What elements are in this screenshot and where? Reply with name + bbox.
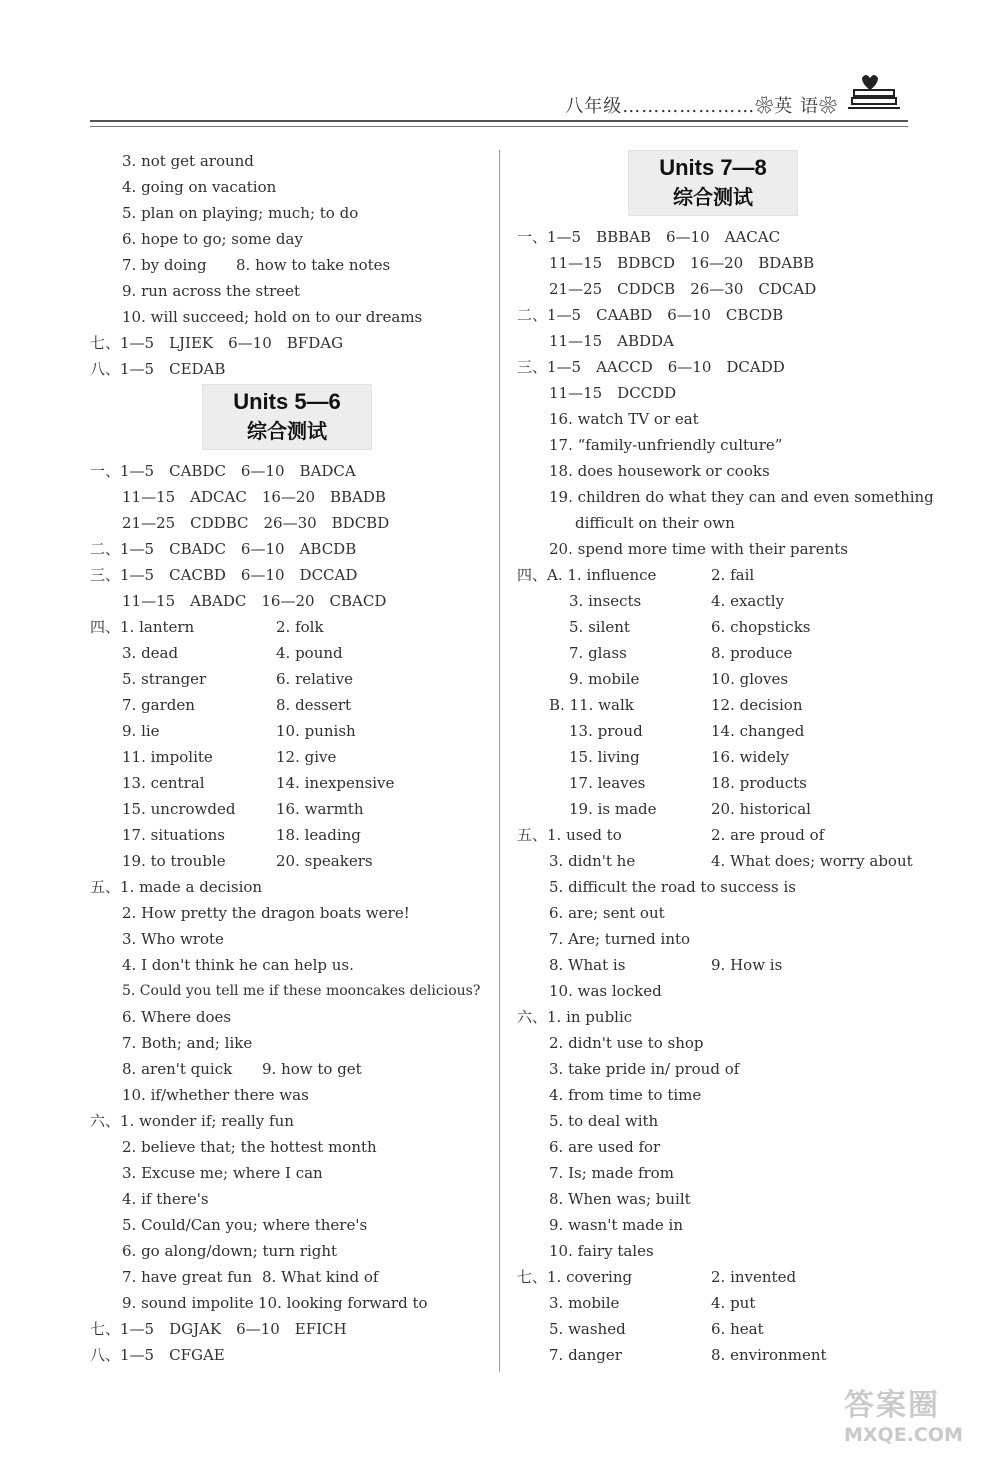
section-5-line: 2. How pretty the dragon boats were! [122,904,410,922]
left-column [90,148,490,1368]
section-6-line: 六、1. in public [517,1008,633,1026]
section-4-row: 3. dead 4. pound [122,644,343,662]
watermark [844,1380,994,1460]
section-6-line: 7. have great fun 8. What kind of [122,1268,379,1286]
section-2-answers: 二、1—5 CAABD 6—10 CBCDB [517,306,784,324]
section-4-row: 5. silent 6. chopsticks [569,618,811,636]
section-4-row: 3. insects 4. exactly [569,592,785,610]
section-6-line: 5. to deal with [549,1112,659,1130]
section-5-line: 6. are; sent out [549,904,665,922]
section-1-answers: 21—25 CDDCB 26—30 CDCAD [549,280,817,298]
section-4-row: 15. uncrowded 16. warmth [122,800,364,818]
section-4-row: 17. situations 18. leading [122,826,361,844]
answer-line: 6. hope to go; some day [122,230,303,248]
section-4-row: 5. stranger 6. relative [122,670,354,688]
section-6-line: 6. are used for [549,1138,661,1156]
section-4-row: 13. central 14. inexpensive [122,774,395,792]
section-5-line: 6. Where does [122,1008,232,1026]
section-4-row: 7. garden 8. dessert [122,696,352,714]
section-4-row: 7. glass 8. produce [569,644,793,662]
section-6-line: 3. take pride in/ proud of [549,1060,740,1078]
section-3-line: difficult on their own [575,514,735,532]
section-1-answers: 11—15 BDBCD 16—20 BDABB [549,254,815,272]
section-1-answers: 21—25 CDDBC 26—30 BDCBD [122,514,390,532]
section-7-answers: 七、1—5 LJIEK 6—10 BFDAG [90,334,344,352]
unit-title: Units 5—6 [233,389,341,414]
section-2-answers: 二、1—5 CBADC 6—10 ABCDB [90,540,357,558]
section-5-line: 五、1. used to 2. are proud of [517,826,825,844]
section-3-line: 20. spend more time with their parents [549,540,848,558]
section-4-row: 15. living 16. widely [569,748,790,766]
section-5-line: 5. difficult the road to success is [549,878,796,896]
answer-line: 9. run across the street [122,282,301,300]
section-6-line: 4. from time to time [549,1086,702,1104]
watermark-url: MXQE.COM [844,1424,963,1446]
section-6-line: 8. When was; built [549,1190,691,1208]
section-5-line: 5. Could you tell me if these mooncakes delicious? [122,983,481,999]
section-4-row: 13. proud 14. changed [569,722,805,740]
header-rule [90,120,908,122]
section-5-line: 8. aren't quick 9. how to get [122,1060,362,1078]
section-8-answers: 八、1—5 CFGAE [90,1346,225,1364]
section-3-answers: 11—15 ABADC 16—20 CBACD [122,592,387,610]
answer-line: 3. not get around [122,152,254,170]
section-6-line: 9. sound impolite 10. looking forward to [122,1294,428,1312]
section-7-row: 5. washed 6. heat [549,1320,764,1338]
header-title: 八年级…………………❀英 语❀ [565,96,838,117]
section-4-row: 四、A. 1. influence 2. fail [517,566,755,584]
section-3-line: 16. watch TV or eat [549,410,699,428]
right-column [517,148,934,1368]
section-1-answers: 一、1—5 BBBAB 6—10 AACAC [517,228,781,246]
section-4-row: 9. lie 10. punish [122,722,356,740]
unit-subtitle: 综合测试 [247,419,327,443]
section-5-line: 3. didn't he 4. What does; worry about [549,852,913,870]
section-7-row: 3. mobile 4. put [549,1294,756,1312]
section-7-row: 7. danger 8. environment [549,1346,827,1364]
section-6-line: 10. fairy tales [549,1242,654,1260]
watermark-logo-text: 答案圈 [844,1388,940,1423]
column-divider [499,150,500,1372]
section-3-line: 17. “family-unfriendly culture” [549,436,783,454]
section-5-line: 3. Who wrote [122,930,224,948]
section-4-row: 19. to trouble 20. speakers [122,852,373,870]
section-5-line: 8. What is 9. How is [549,956,783,974]
section-5-line: 4. I don't think he can help us. [122,956,354,974]
unit-subtitle: 综合测试 [673,185,753,209]
section-4-row: 19. is made 20. historical [569,800,811,818]
section-4-row: 9. mobile 10. gloves [569,670,789,688]
answer-line: 7. by doing 8. how to take notes [122,256,391,274]
answer-line: 5. plan on playing; much; to do [122,204,359,222]
section-4-row: 11. impolite 12. give [122,748,337,766]
section-3-answers: 三、1—5 AACCD 6—10 DCADD [517,358,785,376]
section-5-line: 五、1. made a decision [90,878,263,896]
section-6-line: 6. go along/down; turn right [122,1242,338,1260]
section-3-line: 19. children do what they can and even something [549,488,934,506]
answer-line: 4. going on vacation [122,178,277,196]
books-heart-icon [848,72,904,112]
section-6-line: 4. if there's [122,1190,209,1208]
section-2-answers: 11—15 ABDDA [549,332,674,350]
section-3-answers: 11—15 DCCDD [549,384,677,402]
section-6-line: 2. didn't use to shop [549,1034,704,1052]
section-1-answers: 一、1—5 CABDC 6—10 BADCA [90,462,356,480]
section-6-line: 六、1. wonder if; really fun [90,1112,294,1130]
section-6-line: 7. Is; made from [549,1164,674,1182]
section-3-line: 18. does housework or cooks [549,462,770,480]
header-rule-thin [90,126,908,127]
section-5-line: 7. Both; and; like [122,1034,253,1052]
unit-heading [202,384,372,450]
section-4-row: 17. leaves 18. products [569,774,807,792]
unit-title: Units 7—8 [659,155,767,180]
section-1-answers: 11—15 ADCAC 16—20 BBADB [122,488,386,506]
section-7-row: 七、1. covering 2. invented [517,1268,797,1286]
section-7-answers: 七、1—5 DGJAK 6—10 EFICH [90,1320,347,1338]
section-6-line: 2. believe that; the hottest month [122,1138,377,1156]
section-5-line: 10. was locked [549,982,662,1000]
unit-heading [628,150,798,216]
section-6-line: 5. Could/Can you; where there's [122,1216,368,1234]
section-5-line: 10. if/whether there was [122,1086,309,1104]
section-5-line: 7. Are; turned into [549,930,691,948]
section-3-answers: 三、1—5 CACBD 6—10 DCCAD [90,566,358,584]
section-6-line: 9. wasn't made in [549,1216,684,1234]
section-6-line: 3. Excuse me; where I can [122,1164,323,1182]
answer-line: 10. will succeed; hold on to our dreams [122,308,423,326]
section-4-row: B. 11. walk 12. decision [549,696,803,714]
section-4-row: 四、1. lantern 2. folk [90,618,324,636]
section-8-answers: 八、1—5 CEDAB [90,360,226,378]
